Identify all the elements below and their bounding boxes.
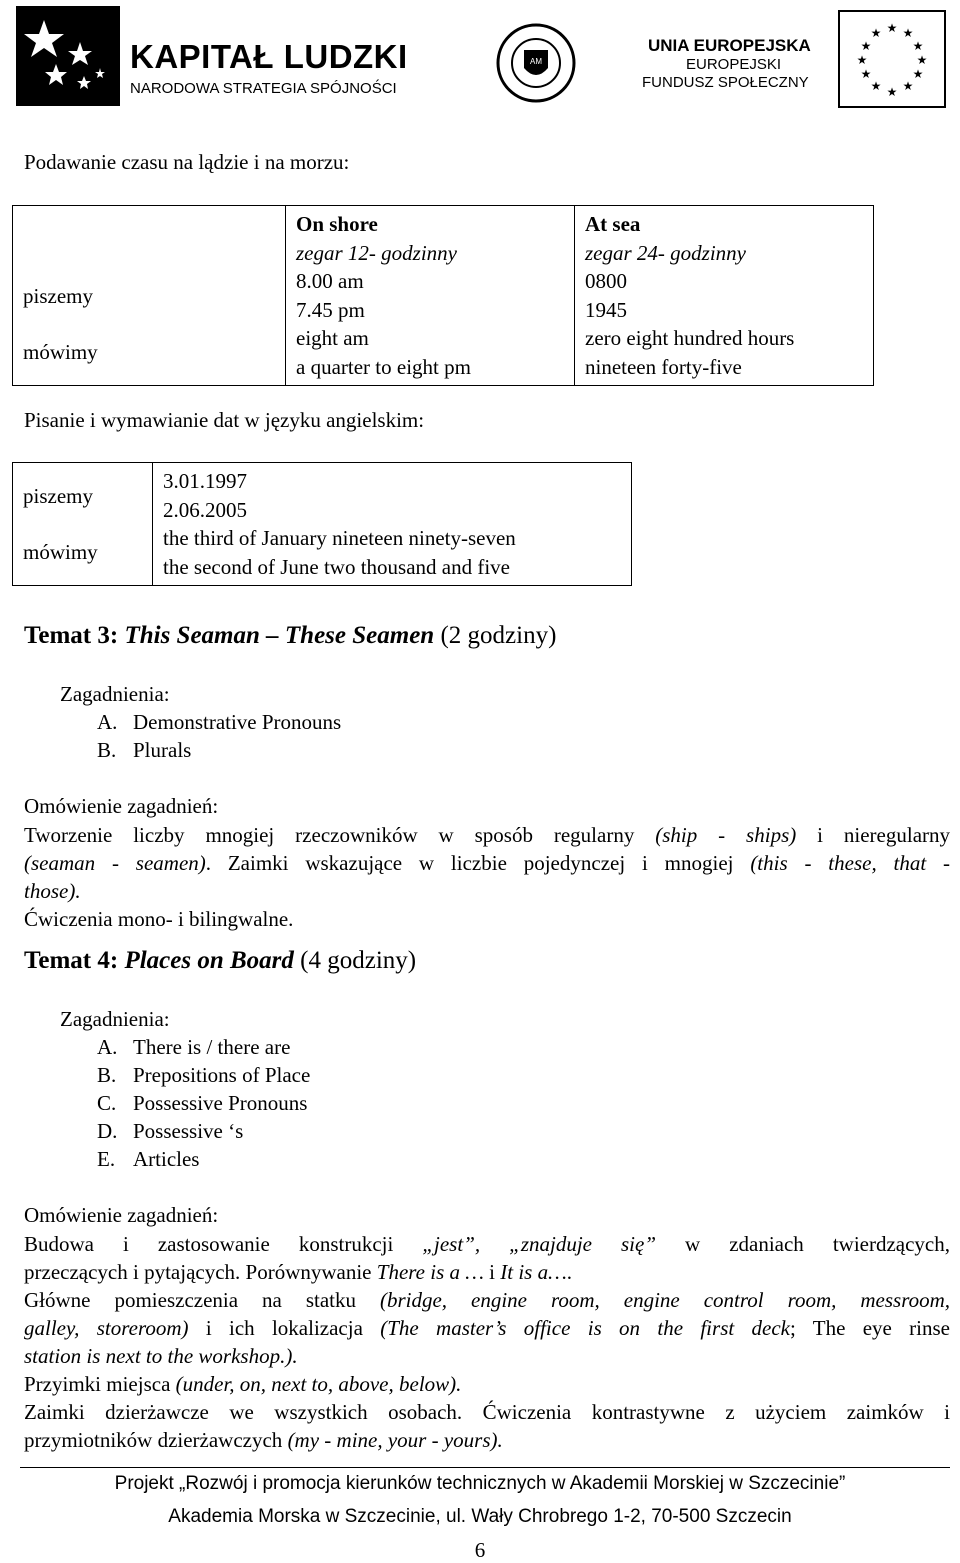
topic-4-line-1: Budowa i zastosowanie konstrukcji „jest”, „znajduje się” w zdaniach twierdzących, [24,1232,951,1256]
topic-3-dash: – [259,622,285,649]
topic-4-line-7: Zaimki dzierżawcze we wszystkich osobach. Ćwiczenia kontrastywne z użyciem zaimków i [24,1400,950,1424]
topic-3-issue-a [97,708,342,737]
kapital-ludzki-logo [16,6,120,106]
topic-4-line-5: station is next to the workshop.). [24,1344,298,1368]
issue-text: There is / there are [133,1035,291,1059]
date-row-label-speaking: mówimy [23,540,98,564]
topic-3-hours: (2 godziny) [434,622,557,649]
issue-text: Articles [133,1147,200,1171]
issue-letter: C. [97,1091,117,1115]
date-spoken-1: the third of January nineteen ninety-seven [163,526,516,550]
eu-flag-icon [838,10,946,108]
topic-4-issue-a [97,1033,291,1062]
svg-text:★: ★ [912,67,924,81]
issue-letter: E. [97,1147,116,1171]
footer-divider [20,1467,950,1468]
text-run: ; The eye rinse [789,1316,951,1340]
text-run: (my - mine, your - yours). [287,1428,503,1452]
text-run: (The master’s office is on the first deck [380,1316,790,1340]
topic-3-paragraph-line-1 [24,821,950,850]
text-run: (bridge, engine room, engine control room, messroom, [379,1288,950,1312]
issue-text: Demonstrative Pronouns [133,710,342,734]
topic-4-heading [24,947,416,975]
svg-text:★: ★ [902,26,914,40]
topic-3-prefix: Temat 3: [24,622,125,649]
text-run: Przyimki miejsca [24,1372,171,1396]
time-table [12,205,874,386]
svg-text:★: ★ [886,85,898,99]
at-sea-spoken-2: nineteen forty-five [585,354,742,379]
on-shore-column [286,206,575,386]
footer-address: Akademia Morska w Szczecinie, ul. Wały Chrobrego 1-2, 70-500 Szczecin [168,1506,792,1527]
date-row-label-writing: piszemy [23,484,93,508]
topic-4-issues-label: Zagadnienia: [60,1007,170,1031]
topic-3-paragraph-line-3: those). [24,879,81,903]
topic-4-line-4 [24,1314,950,1343]
svg-text:★: ★ [870,79,882,93]
kapital-ludzki-title: KAPITAŁ LUDZKI [130,38,408,75]
text-run: i nieregularny [817,823,951,847]
text-run: jest”, „znajduje się” [434,1232,656,1256]
svg-text:★: ★ [860,39,872,53]
at-sea-written-1: 0800 [585,269,627,293]
topic-3-discussion-label: Omówienie zagadnień: [24,794,219,818]
text-run: Tworzenie liczby mnogiej rzeczowników w sposób regularny [24,823,635,847]
date-spoken-2: the second of June two thousand and five [163,554,511,579]
topic-4-prefix: Temat 4: [24,947,125,974]
topic-4-line-6 [24,1370,461,1399]
issue-text: Plurals [133,738,192,762]
topic-4-discussion-label: Omówienie zagadnień: [24,1203,219,1227]
issue-text: Prepositions of Place [133,1063,311,1087]
topic-4-line-3 [24,1286,950,1315]
ue-line-1: UNIA EUROPEJSKA [648,36,811,55]
on-shore-clock: zegar 12- godzinny [296,240,457,265]
topic-4-line-8 [24,1426,503,1455]
at-sea-column [575,206,874,386]
svg-text:★: ★ [856,53,868,67]
at-sea-clock: zegar 24- godzinny [585,240,746,265]
topic-4-hours: (4 godziny) [293,947,417,974]
issue-text: Possessive Pronouns [133,1091,308,1115]
text-run: w zdaniach twierdzących, [685,1232,951,1256]
on-shore-written-2: 7.45 pm [296,297,365,322]
topic-3-heading [24,622,556,650]
svg-text:★: ★ [860,67,872,81]
topic-3-title-b: These Seamen [284,622,435,649]
at-sea-written-2: 1945 [585,297,627,322]
text-run: There is a … [376,1260,490,1284]
topic-3-paragraph-line-2 [24,849,950,878]
svg-text:★: ★ [902,79,914,93]
topic-3-title-a: This Seaman [124,622,260,649]
row-label-speaking: mówimy [23,339,98,364]
topic-3-exercises: Ćwiczenia mono- i bilingwalne. [24,907,294,931]
issue-letter: A. [97,710,118,734]
topic-4-issue-c [97,1089,308,1118]
issue-letter: A. [97,1035,118,1059]
svg-text:★: ★ [870,26,882,40]
date-written-2: 2.06.2005 [163,497,247,522]
svg-text:★: ★ [916,53,928,67]
issue-letter: D. [97,1119,118,1143]
svg-text:★: ★ [886,21,898,35]
text-run: It is a… [495,1260,567,1284]
issue-text: Possessive ‘s [133,1119,244,1143]
time-row-labels [13,206,286,386]
date-written-1: 3.01.1997 [163,469,247,493]
at-sea-spoken-1: zero eight hundred hours [585,326,795,350]
text-run: przeczących i pytających. Porównywanie [24,1260,372,1284]
text-run: . Zaimki wskazujące w liczbie pojedynczej i mnogiej [205,851,734,875]
text-run: galley, storeroom) [24,1316,189,1340]
date-section-heading: Pisanie i wymawianie dat w języku angielskim: [24,408,425,432]
text-run: i ich lokalizacja [205,1316,363,1340]
akademia-morska-seal [494,20,578,106]
row-label-writing: piszemy [23,283,93,308]
date-table [12,462,632,586]
page-number: 6 [474,1538,486,1562]
topic-4-issue-e [97,1145,200,1174]
text-run: i [489,1260,496,1284]
date-row-labels [13,463,153,586]
topic-4-title: Places on Board [124,947,294,974]
text-run: (this - these, that - [750,851,951,875]
text-run: Główne pomieszczenia na statku [24,1288,356,1312]
svg-text:★: ★ [912,39,924,53]
date-values-column [153,463,632,586]
text-run: przymiotników dzierżawczych [24,1428,283,1452]
text-run: (seaman - seamen) [24,851,206,875]
footer-project: Projekt „Rozwój i promocja kierunków technicznych w Akademii Morskiej w Szczecinie” [114,1473,846,1494]
kapital-ludzki-subtitle: NARODOWA STRATEGIA SPÓJNOŚCI [130,80,397,97]
issue-letter: B. [97,738,117,762]
on-shore-title: On shore [296,212,378,236]
at-sea-title: At sea [585,212,641,236]
topic-4-issue-d [97,1117,244,1146]
topic-4-issue-b [97,1061,311,1090]
text-run: Budowa i zastosowanie konstrukcji [24,1232,394,1256]
on-shore-written-1: 8.00 am [296,269,364,293]
ue-line-2: EUROPEJSKI [686,56,782,73]
text-run: (ship - ships) [655,823,797,847]
text-run: . [566,1260,573,1284]
on-shore-spoken-2: a quarter to eight pm [296,354,471,379]
time-section-heading: Podawanie czasu na lądzie i na morzu: [24,150,350,174]
issue-letter: B. [97,1063,117,1087]
topic-3-issue-b [97,736,192,765]
ue-line-3: FUNDUSZ SPOŁECZNY [642,74,809,91]
on-shore-spoken-1: eight am [296,326,369,350]
topic-3-issues-label: Zagadnienia: [60,682,170,706]
topic-4-line-2 [24,1258,572,1287]
text-run: (under, on, next to, above, below). [175,1372,462,1396]
svg-text:AM: AM [530,57,542,66]
